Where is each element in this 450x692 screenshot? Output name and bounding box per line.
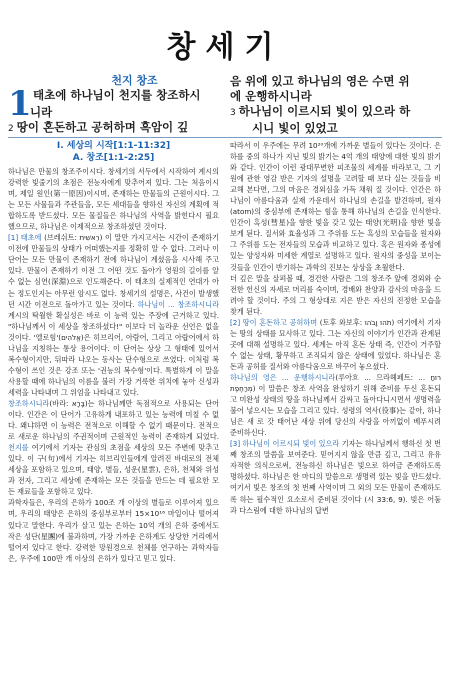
verse-3-line-1 (230, 104, 443, 121)
commentary-text: (브레쉬트: רֵאשִׁית) 이 말만 가지고서는 시간이 존재하기 이전에 만물들의 상태가 어떠했는지를 정확히 알 수 없다. 그러나 이 단어는 모든 만물이 존재하기 전에 하나님이 계셨음을 시사해 주고 있다. 만물이 존재하기 이전 그 어떤 것도 돌아가 영원의 길이를 알 수 없는 심연(深淵)으로 인도해준다. 이 태초의 실제적인 연대가 아는 정도인지는 아무런 암시도 없다. 창세기의 설명은, 사건이 발생했던 시간 이전으로 돌아가고 있는 것이다. (8, 233, 219, 309)
verse-2-text: 땅이 혼돈하고 공허하며 흑암이 깊 (16, 120, 189, 134)
commentary-text: 기자는 하나님께서 행하신 첫 번째 창조의 말씀을 보여준다. 믿어지지 않을 만큼 깊고, 그리고 유유자적한 의식으로써, 전능하신 하나님은 빛으로 하여금 존재하도록 명하셨다. 하나님은 한 마디의 말씀으로 생명력 있는 빛을 만드셨다. 여기서 빛은 창조의 첫 번째 사역이며 그 외의 모든 만물이 존재하도록 하는 필수적인 요소로서 준비된 것이다 (시 33:6, 9). 빛은 어둠과 다스림에 대한 하나님의 답변 (230, 439, 441, 515)
commentary-text: (루아흐 ... 므라헤페트: רוּחַ ... מְרַחֶפֶת) 이 말씀은 창조 사역을 완성하기 위해 준비를 두신 혼돈되고 미완성 상태의 땅을 하나님께서 감싸고 돌아다니시면서 생명력을 불어 넣으시는 모습을 그리고 있다. 성령의 역사(役事)는 같아, 하나님은 새 로 갓 태어난 새상 위에 당신의 사랑을 아끼없이 베푸시려 준비하신다. (230, 372, 441, 438)
commentary-right-column (230, 140, 441, 685)
verse-3-number: 3 (230, 108, 236, 118)
chapter-number: 1 (8, 84, 32, 124)
keyword: 천지를 (8, 443, 29, 453)
commentary-text: 여기에서 기자는 관심의 초점을 세상의 모든 주변에 맞추고 있다. 이 구(句)에서 기자는 히브리인들에게 알려진 바대로의 전체 세상을 포함하고 있으며, 태양, 별들, 성운(星雲), 은하, 천체와 위성과 전자, 그리고 세상에 존재하는 모든 것들을 만드는 데 필요한 모든 재료들을 포함하고 있다. (8, 443, 219, 497)
verse-2-number: 2 (8, 124, 14, 134)
verse-1-line-2: 니라 (30, 105, 53, 119)
commentary-text: (바라: בָּרָא)는 하나님께만 독점적으로 사용되는 단어이다. 인간은 이 단어가 고유하게 내포하고 있는 능력에 미칠 수 없다. 왜냐하면 이 능력은 전적으로 이해할 수 없기 때문이다. 전적으로 새로운 하나님의 주권적이며 근원적인 능력이 존재하게 되었다. (8, 398, 219, 442)
commentary-text: (토후 와보후: תֹהוּ וָבֹהוּ) 여기에서 기자는 땅의 상태를 묘사하고 있다. 그는 자신의 이야기가 인간과 관계된 곳에 대해 설명하고 있다. 세계는 아직 혼돈 상태 즉, 인간이 거주할 수 없는 상태, 황무하고 조직되지 않은 상태에 있었다. 하나님은 혼돈과 공허를 질서와 아름다움으로 바꾸어 놓으셨다. (230, 317, 441, 371)
keyword: [1] 태초에 (8, 233, 42, 243)
commentary-paragraph: 하나님은 만물의 창조주이시다. 창세기의 서두에서 시작하여 계시의 강력한 빛줄기의 초점은 전능자에게 맞추어져 있다. 그는 처음이시며, 제일 원인(第一原因)이시며, 존재하는 만물들의 근원이시다. 그는 모든 사물들과 주관들을, 모든 세대들을 향하신 자신의 계획에 적합하도록 받드셨다. 모든 물질들은 하나님의 사역을 밝힌다시 필요했으므로, 하나님은 이제적으로 창조하셨던 것이다. (8, 167, 219, 232)
verse-2-line-1 (8, 120, 221, 137)
scripture-verses (8, 74, 442, 136)
verse-1-line-1 (8, 88, 221, 105)
commentary-paragraph: 따라서 이 우주에는 무려 10²⁰개에 가까운 별들이 있다는 것이다. 은하를 중의 하나가 지닌 빛의 밝기는 4억 개의 태양에 대한 빛의 밝기와 같다. 인간이 이런 광대무변한 피조물의 세계를 바라보고, 그 기원에 관한 영감 받은 기자의 설명을 고려할 때 보다 실는 것들을 비교해 본다면, 그의 마음은 경외심을 가득 채워 질 것이다. 인간은 하나님이 아름다움과 실재 가운데서 하나님의 손길을 발견하며, 원자(atom)의 중심부에 존재하는 힘을 통해 하나님의 손길을 인식한다. 인간이 흑성(彗星)을 향한 빛을 갖고 있는 태양(光明)을 향한 빛을 보게 된다. 질서와 효율성과 그 주위를 도는 흑성의 모습들을 원자와 그 주위를 도는 전자들의 모습과 비교하고 있다. 혹은 원자와 종성에 있는 양성자와 미세한 계열로 설명하고 있다. 원자의 중성을 보이는 것들을 인간이 반기하는 과학의 진보는 상상을 초월한다. (230, 141, 441, 272)
book-title: 창세기 (166, 30, 284, 65)
verse-3-line-2: 시니 빛이 있었고 (252, 121, 338, 135)
commentary (8, 140, 442, 685)
outline-level-1: I. 세상의 시작[1:1-11:32] (56, 141, 171, 151)
verse-2-line-2: 음 위에 있고 하나님의 영은 수면 위 (230, 74, 410, 88)
commentary-paragraph (230, 438, 441, 515)
outline-level-2: A. 창조[1:1-2:25] (72, 153, 155, 163)
verse-3-text: 하나님이 이르시되 빛이 있으라 하 (238, 104, 411, 118)
verse-1-text: 태초에 하나님이 천지를 창조하시 (33, 88, 201, 102)
commentary-paragraph (230, 372, 441, 438)
commentary-paragraph: 과학자들은, 우리의 은하가 100조 개 이상의 별들로 이루어져 있으며, 우리의 태양은 은하의 중심부로부터 15×10¹⁶ 마일이나 떨어져 있다고 말한다. 우리가 살고 있는 은하는 10억 개의 은하 중에서도 작은 성단(星團)에 불과하며, 가장 가까운 은하계도 상당한 거리에서 떨어져 있다고 한다. 강력한 망원경으로 천체를 연구하는 과학자들은, 우주에 100만 개 이상의 은하가 있다고 믿고 있다. (8, 498, 219, 563)
keyword: 하나님의 영은 ... 운행하시니라 (230, 372, 336, 382)
commentary-text: 계시의 탁월한 확실성은 바로 이 능력 있는 주장에 근거하고 있다. "하나님께서 이 세상을 창조하셨다!" 이보다 더 놀라운 선언은 없을 것이다. '엘로힘'(אֱלֹהִים)은 히브리어, 아람어, 그리고 아랍어에서 하나님을 지칭하는 통상 용어이다. 이 단어는 상상 그 형태에 있어서 복수형이지만, 뒤따라 나오는 동사는 단수형으로 쓰였다. 이처럼 복수형이 쓰인 것은 강조 또는 '권능의 복수형'이다. 특별하게 이 말을 사용할 때에 하나님의 이름을 불러 가장 거룩한 위치에 놓아 신성과 세력을 나타내며 그 위엄을 나타내고 있다. (8, 310, 219, 397)
keyword: 창조하시니라 (8, 398, 50, 408)
commentary-left-column (8, 140, 219, 685)
keyword: [2] 땅이 혼돈하고 공허하며 (230, 317, 318, 327)
commentary-paragraph (8, 398, 219, 497)
verses-left-column (8, 74, 221, 137)
commentary-paragraph (8, 232, 219, 398)
verse-2-line-3: 에 운행하시니라 (230, 89, 312, 103)
section-heading: 천지 창조 (111, 74, 158, 87)
keyword: [3] 하나님이 이르시되 빛이 있으라 (230, 439, 340, 449)
keyword: 하나님이 ... 창조하시니라 (137, 299, 219, 309)
verses-right-column (230, 74, 443, 136)
commentary-paragraph: 더 깊은 말을 살펴볼 때, 경건한 사람은 그의 창조주 앞에 경외와 순전한 헌신의 자세로 머리를 숙이며, 경배와 찬양과 감사의 마음을 드려야 할 것이다. 주의 그 형상대로 지은 받은 자신의 진정한 모습을 찾게 된다. (230, 273, 441, 316)
commentary-paragraph (230, 317, 441, 372)
section-divider (8, 137, 442, 138)
